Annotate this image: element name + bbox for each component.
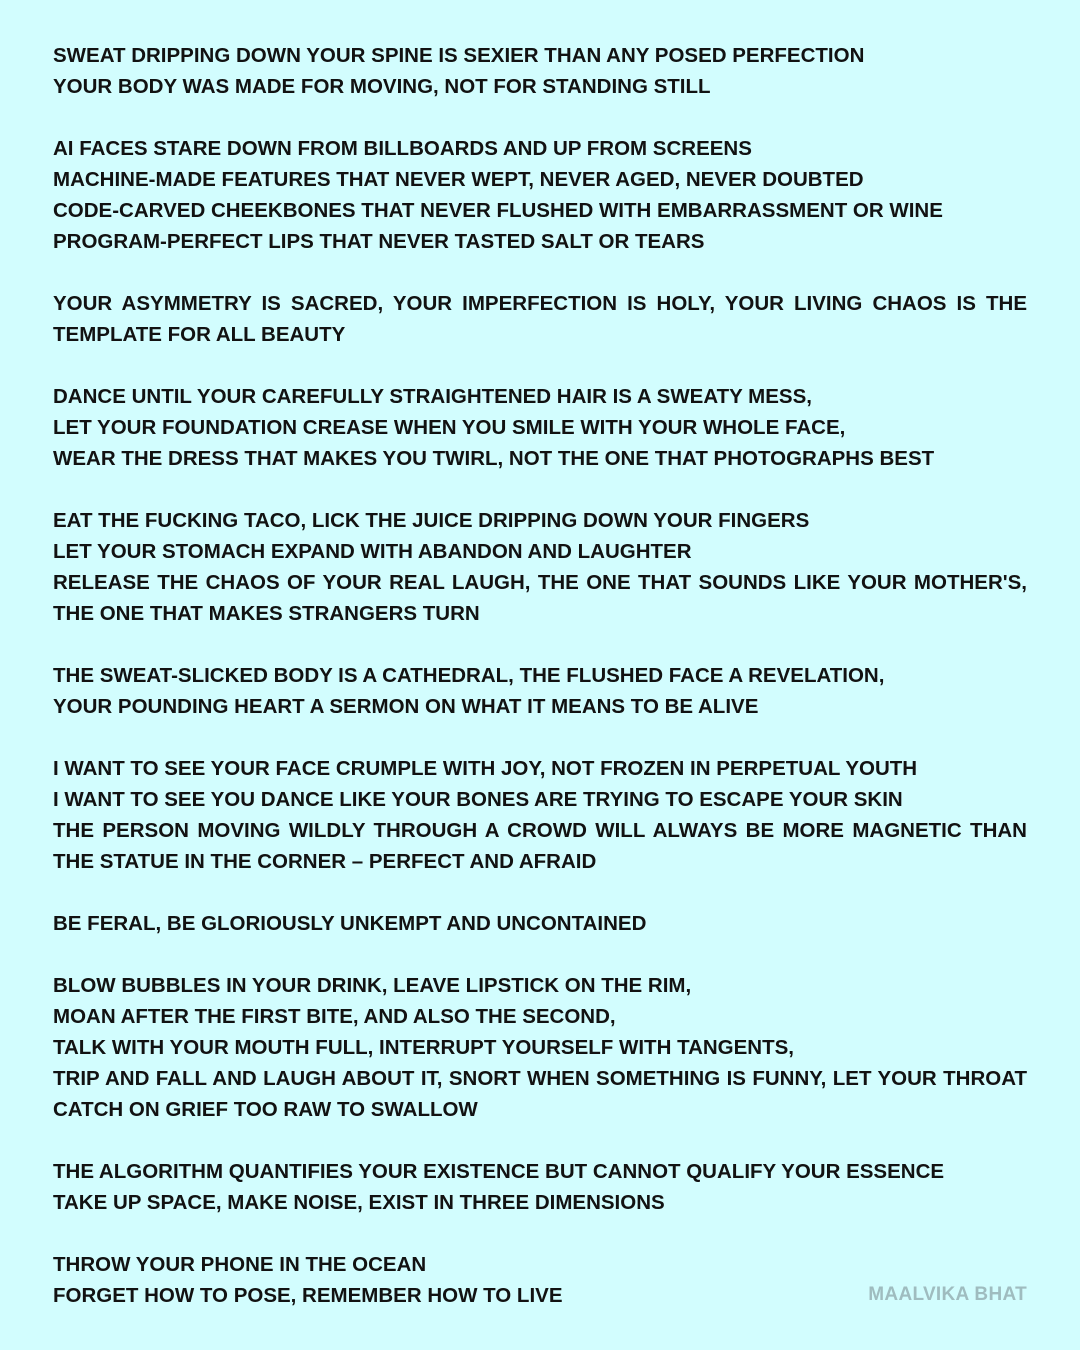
stanza (53, 753, 1027, 877)
stanza (53, 40, 1027, 102)
poem-line: PROGRAM-PERFECT LIPS THAT NEVER TASTED SALT OR TEARS (53, 230, 705, 253)
poem-line: THROW YOUR PHONE IN THE OCEAN (53, 1253, 427, 1276)
stanza (53, 1156, 1027, 1218)
poem-line: AI FACES STARE DOWN FROM BILLBOARDS AND UP FROM SCREENS (53, 137, 752, 160)
stanza (53, 381, 1027, 474)
poem-line: TRIP AND FALL AND LAUGH ABOUT IT, SNORT WHEN SOMETHING IS FUNNY, LET YOUR THROAT CATCH ON GRIEF TOO RAW TO SWALLOW (53, 1067, 1027, 1121)
poem-line: DANCE UNTIL YOUR CAREFULLY STRAIGHTENED HAIR IS A SWEATY MESS, (53, 385, 812, 408)
poem-line: YOUR POUNDING HEART A SERMON ON WHAT IT MEANS TO BE ALIVE (53, 695, 759, 718)
poem-line: RELEASE THE CHAOS OF YOUR REAL LAUGH, THE ONE THAT SOUNDS LIKE YOUR MOTHER'S, THE ONE THAT MAKES STRANGERS TURN (53, 571, 1027, 625)
poem-line: I WANT TO SEE YOUR FACE CRUMPLE WITH JOY, NOT FROZEN IN PERPETUAL YOUTH (53, 757, 918, 780)
poem (53, 40, 1027, 1342)
poem-line: YOUR BODY WAS MADE FOR MOVING, NOT FOR STANDING STILL (53, 75, 711, 98)
poem-line: SWEAT DRIPPING DOWN YOUR SPINE IS SEXIER THAN ANY POSED PERFECTION (53, 44, 865, 67)
poem-line: TAKE UP SPACE, MAKE NOISE, EXIST IN THREE DIMENSIONS (53, 1191, 665, 1214)
stanza (53, 288, 1027, 350)
poem-line: EAT THE FUCKING TACO, LICK THE JUICE DRIPPING DOWN YOUR FINGERS (53, 509, 810, 532)
poem-line: THE SWEAT-SLICKED BODY IS A CATHEDRAL, THE FLUSHED FACE A REVELATION, (53, 664, 885, 687)
poem-line: WEAR THE DRESS THAT MAKES YOU TWIRL, NOT THE ONE THAT PHOTOGRAPHS BEST (53, 447, 935, 470)
poem-line: FORGET HOW TO POSE, REMEMBER HOW TO LIVE (53, 1284, 563, 1307)
poem-line: I WANT TO SEE YOU DANCE LIKE YOUR BONES ARE TRYING TO ESCAPE YOUR SKIN (53, 788, 903, 811)
poem-line: BLOW BUBBLES IN YOUR DRINK, LEAVE LIPSTICK ON THE RIM, (53, 974, 692, 997)
poem-line: TALK WITH YOUR MOUTH FULL, INTERRUPT YOURSELF WITH TANGENTS, (53, 1036, 794, 1059)
poem-line: LET YOUR STOMACH EXPAND WITH ABANDON AND LAUGHTER (53, 540, 692, 563)
poem-line: YOUR ASYMMETRY IS SACRED, YOUR IMPERFECTION IS HOLY, YOUR LIVING CHAOS IS THE TEMPLATE FOR ALL BEAUTY (53, 292, 1027, 346)
poem-line: THE PERSON MOVING WILDLY THROUGH A CROWD WILL ALWAYS BE MORE MAGNETIC THAN THE STATUE IN THE CORNER – PERFECT AND AFRAID (53, 819, 1027, 873)
stanza (53, 970, 1027, 1125)
poem-line: THE ALGORITHM QUANTIFIES YOUR EXISTENCE BUT CANNOT QUALIFY YOUR ESSENCE (53, 1160, 945, 1183)
author-signature: MAALVIKA BHAT (868, 1284, 1027, 1305)
poem-line: LET YOUR FOUNDATION CREASE WHEN YOU SMILE WITH YOUR WHOLE FACE, (53, 416, 846, 439)
stanza (53, 505, 1027, 629)
poem-line: MACHINE-MADE FEATURES THAT NEVER WEPT, NEVER AGED, NEVER DOUBTED (53, 168, 864, 191)
stanza (53, 908, 1027, 939)
poem-line: CODE-CARVED CHEEKBONES THAT NEVER FLUSHED WITH EMBARRASSMENT OR WINE (53, 199, 943, 222)
stanza (53, 660, 1027, 722)
poem-line: BE FERAL, BE GLORIOUSLY UNKEMPT AND UNCONTAINED (53, 912, 647, 935)
stanza (53, 133, 1027, 257)
poem-line: MOAN AFTER THE FIRST BITE, AND ALSO THE SECOND, (53, 1005, 616, 1028)
